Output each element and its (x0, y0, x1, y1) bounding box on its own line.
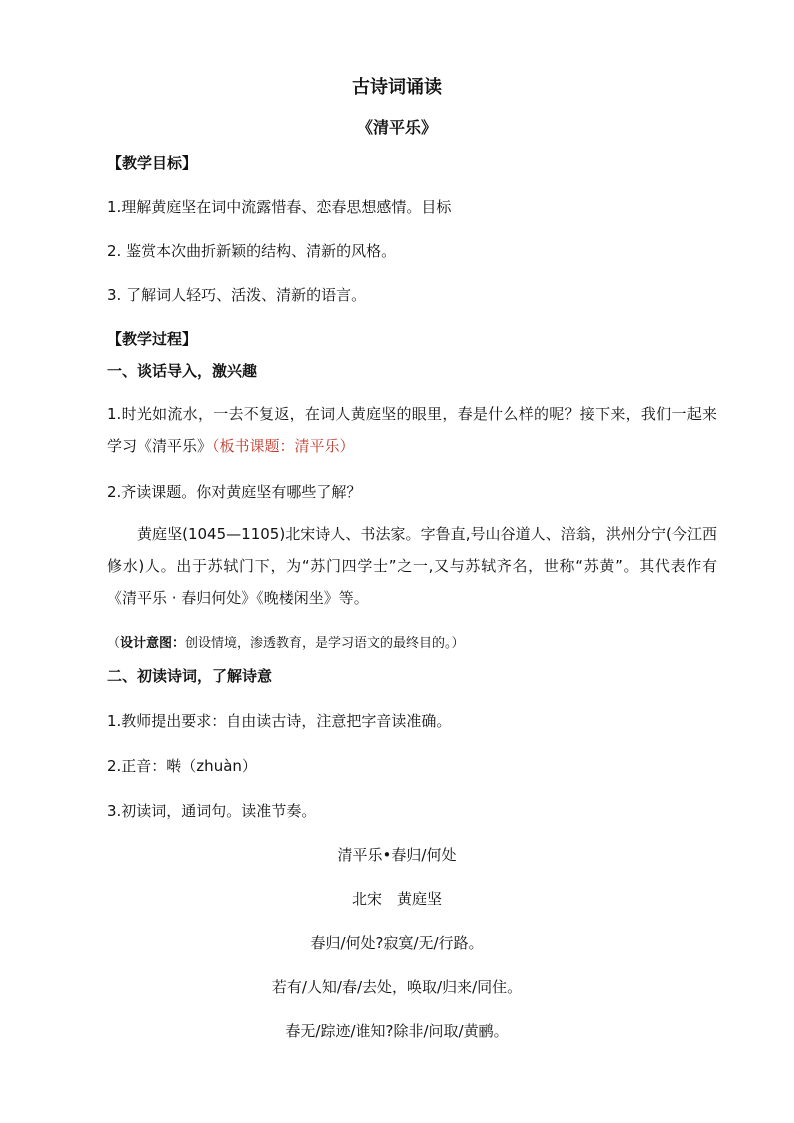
blackboard-note: （板书课题：清平乐） (212, 437, 355, 455)
document-subtitle: 《清平乐》 (356, 118, 437, 137)
goals-heading: 【教学目标】 (107, 154, 198, 172)
goal-item: 2. 鉴赏本次曲折新颖的结构、清新的风格。 (107, 242, 397, 260)
poem-title: 清平乐•春归/何处 (337, 846, 457, 864)
section2-item: 3.初读词，通词句。读准节奏。 (107, 802, 317, 820)
paren-open: （ (107, 636, 121, 651)
goal-item: 3. 了解词人轻巧、活泼、清新的语言。 (107, 286, 367, 304)
design-intent-note (107, 634, 465, 654)
design-intent-label: 设计意图： (120, 636, 186, 651)
poem-author: 北宋 黄庭坚 (351, 890, 442, 908)
design-intent-text: 创设情境，渗透教育，是学习语文的最终目的。 (185, 636, 452, 651)
poem-line: 春无/踪迹/谁知?除非/问取/黄鹂。 (285, 1022, 509, 1040)
document-title: 古诗词诵读 (352, 77, 442, 98)
section1-paragraph-2: 2.齐读课题。你对黄庭坚有哪些了解？ (107, 483, 362, 501)
poem-line: 若有/人知/春/去处，唤取/归来/同住。 (271, 978, 523, 996)
goal-item: 1.理解黄庭坚在词中流露惜春、恋春思想感情。目标 (107, 198, 452, 216)
process-heading: 【教学过程】 (107, 330, 198, 348)
section2-heading: 二、初读诗词，了解诗意 (107, 667, 273, 685)
paragraph-text: 1.时光如流水，一去不复返，在词人黄庭坚的眼里，春是什么样的呢？接下来，我们一起来学习《清平乐》 (107, 405, 717, 455)
poem-line: 春归/何处?寂寞/无/行路。 (310, 934, 484, 952)
paren-close: ） (451, 636, 465, 651)
author-bio-paragraph: 黄庭坚(1045—1105)北宋诗人、书法家。字鲁直,号山谷道人、涪翁，洪州分宁(今江西修水)人。出于苏轼门下，为“苏门四学士”之一,又与苏轼齐名，世称“苏黄”。其代表作有《清平乐 · 春归何处》《晚楼闲坐》等。 (107, 525, 717, 607)
section2-item: 2.正音：啭（zhuàn） (107, 757, 257, 775)
section2-item: 1.教师提出要求：自由读古诗，注意把字音读准确。 (107, 712, 452, 730)
section1-heading: 一、谈话导入，激兴趣 (107, 362, 258, 380)
section1-paragraph-1 (107, 398, 717, 462)
